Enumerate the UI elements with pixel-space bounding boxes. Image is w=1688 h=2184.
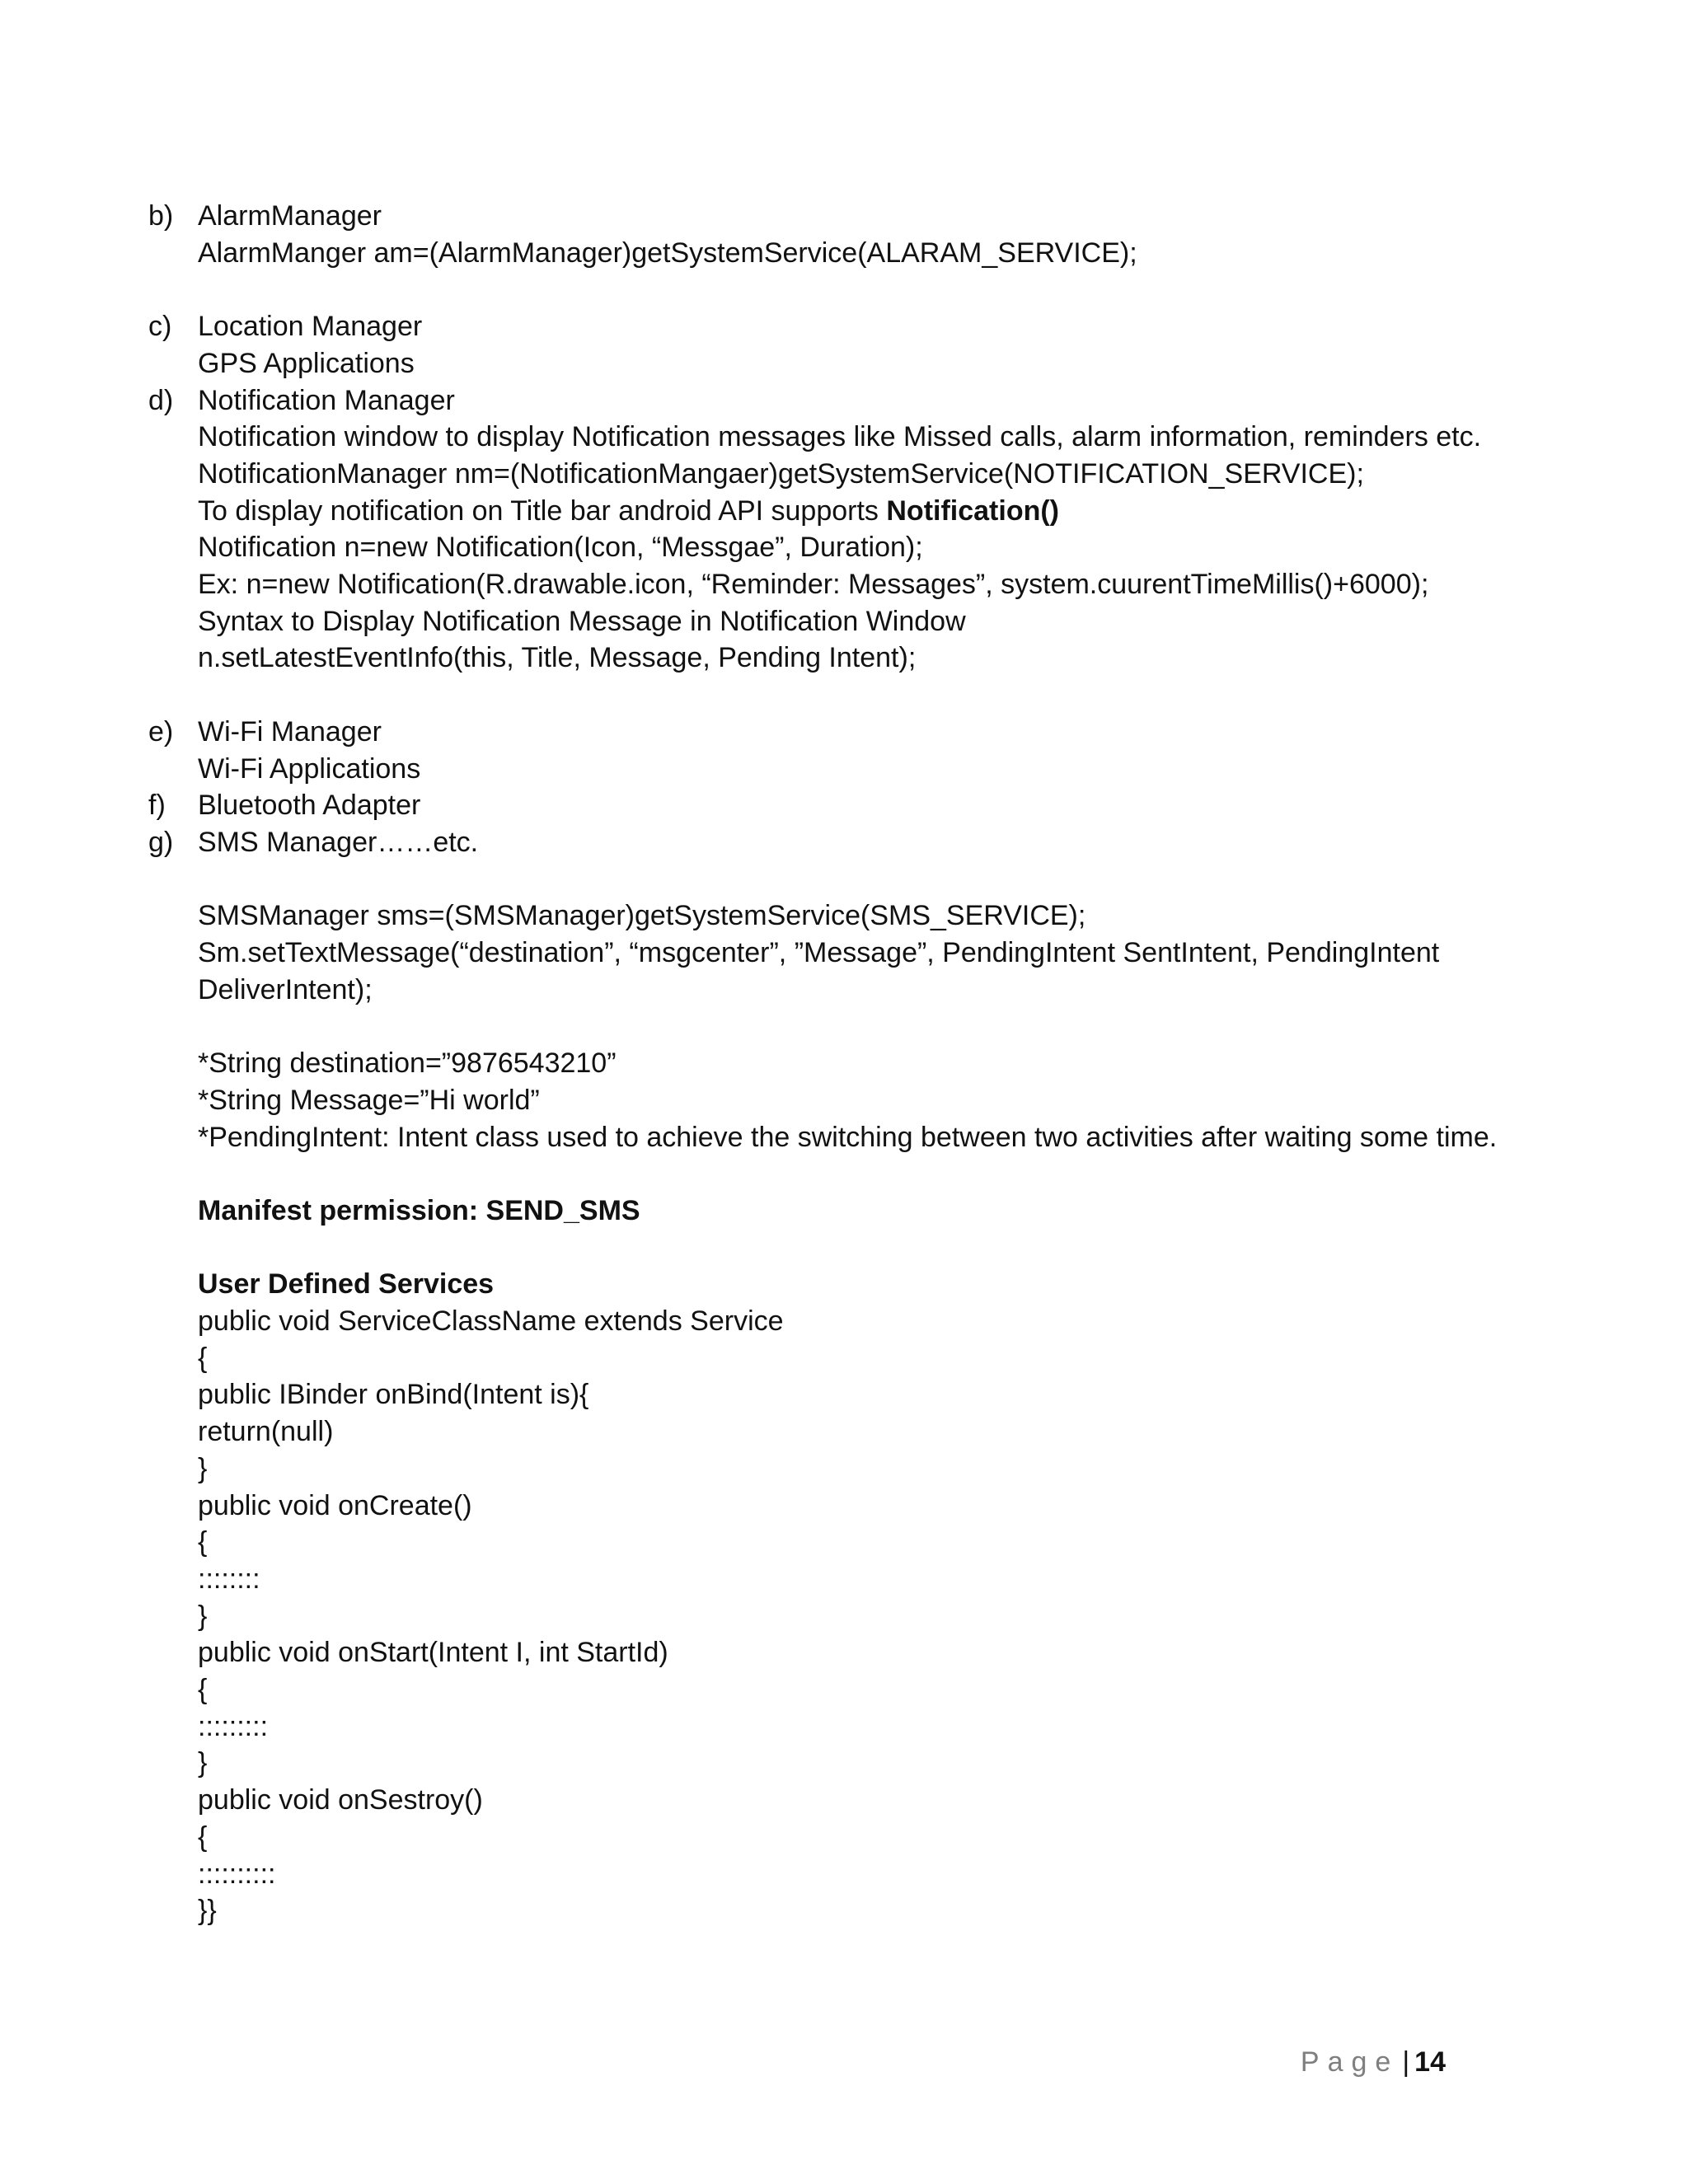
sms-note: *String destination=”9876543210” bbox=[198, 1047, 617, 1080]
list-item-sms-manager bbox=[148, 824, 1500, 1929]
list-marker: b) bbox=[148, 200, 174, 232]
spacer bbox=[148, 271, 1500, 308]
code-line: public void ServiceClassName extends Service bbox=[198, 1305, 784, 1337]
code-line: { bbox=[198, 1342, 208, 1374]
sms-code-line: SMSManager sms=(SMSManager)getSystemService(SMS_SERVICE); bbox=[198, 900, 1086, 932]
list-item-notification-manager bbox=[148, 382, 1500, 677]
list-item-bluetooth-adapter bbox=[148, 787, 1500, 824]
footer-separator: | bbox=[1402, 2046, 1410, 2078]
item-line: GPS Applications bbox=[198, 347, 415, 379]
sms-code-line: Sm.setTextMessage(“destination”, “msgcenter”, ”Message”, PendingIntent SentIntent, PendingIntent DeliverIntent); bbox=[198, 937, 1440, 1005]
spacer bbox=[198, 861, 1500, 898]
item-line: Wi-Fi Applications bbox=[198, 752, 421, 785]
code-line: { bbox=[198, 1821, 208, 1853]
list-marker: c) bbox=[148, 311, 172, 343]
code-line: public void onCreate() bbox=[198, 1489, 472, 1521]
code-line: :::::::::: bbox=[198, 1858, 276, 1890]
item-line: Syntax to Display Notification Message in Notification Window bbox=[198, 605, 966, 637]
notification-keyword: Notification() bbox=[886, 494, 1060, 527]
item-line: Ex: n=new Notification(R.drawable.icon, “Reminder: Messages”, system.cuurentTimeMillis()+6000); bbox=[198, 569, 1429, 601]
code-line: } bbox=[198, 1452, 208, 1484]
item-title: SMS Manager……etc. bbox=[198, 826, 479, 858]
code-line: public void onStart(Intent I, int StartId) bbox=[198, 1637, 668, 1669]
item-title: AlarmManager bbox=[198, 200, 382, 232]
spacer bbox=[198, 1230, 1500, 1267]
manifest-permission: Manifest permission: SEND_SMS bbox=[198, 1194, 640, 1226]
list-item-wifi-manager bbox=[148, 714, 1500, 787]
spacer bbox=[198, 1008, 1500, 1045]
code-line: } bbox=[198, 1747, 208, 1779]
code-line: { bbox=[198, 1674, 208, 1706]
item-title: Location Manager bbox=[198, 311, 423, 343]
list-item-location-manager bbox=[148, 308, 1500, 382]
item-line: NotificationManager nm=(NotificationMangaer)getSystemService(NOTIFICATION_SERVICE); bbox=[198, 457, 1364, 490]
list-marker: g) bbox=[148, 826, 174, 858]
page-number: 14 bbox=[1414, 2046, 1446, 2078]
item-line: Notification n=new Notification(Icon, “Messgae”, Duration); bbox=[198, 532, 923, 564]
item-line: Notification window to display Notification messages like Missed calls, alarm information, reminders etc. bbox=[198, 421, 1482, 453]
list-marker: e) bbox=[148, 715, 174, 748]
item-title: Bluetooth Adapter bbox=[198, 790, 421, 822]
spacer bbox=[148, 677, 1500, 714]
page-footer bbox=[1301, 2044, 1446, 2080]
code-line: }} bbox=[198, 1895, 217, 1927]
sms-note: *PendingIntent: Intent class used to achieve the switching between two activities after waiting some time. bbox=[198, 1121, 1498, 1153]
spacer bbox=[198, 1155, 1500, 1193]
item-line: AlarmManger am=(AlarmManager)getSystemService(ALARAM_SERVICE); bbox=[198, 237, 1137, 269]
code-line: public void onSestroy() bbox=[198, 1784, 483, 1816]
sms-note: *String Message=”Hi world” bbox=[198, 1084, 540, 1116]
section-heading: User Defined Services bbox=[198, 1268, 495, 1301]
code-line: ::::::::: bbox=[198, 1710, 269, 1742]
list-marker: f) bbox=[148, 790, 166, 822]
list-item-alarm-manager bbox=[148, 198, 1500, 271]
list-marker: d) bbox=[148, 384, 174, 416]
code-line: public IBinder onBind(Intent is){ bbox=[198, 1379, 589, 1411]
item-title: Wi-Fi Manager bbox=[198, 715, 382, 748]
code-block bbox=[198, 1303, 1500, 1929]
code-line: :::::::: bbox=[198, 1563, 260, 1595]
item-line-title-bar bbox=[198, 493, 1500, 530]
code-line: } bbox=[198, 1600, 208, 1632]
item-line: n.setLatestEventInfo(this, Title, Message, Pending Intent); bbox=[198, 642, 917, 674]
code-line: return(null) bbox=[198, 1416, 334, 1448]
item-title: Notification Manager bbox=[198, 384, 455, 416]
title-bar-text: To display notification on Title bar android API supports bbox=[198, 494, 887, 527]
code-line: { bbox=[198, 1526, 208, 1558]
page-content bbox=[148, 198, 1500, 1929]
page-label: Page bbox=[1300, 2046, 1400, 2078]
